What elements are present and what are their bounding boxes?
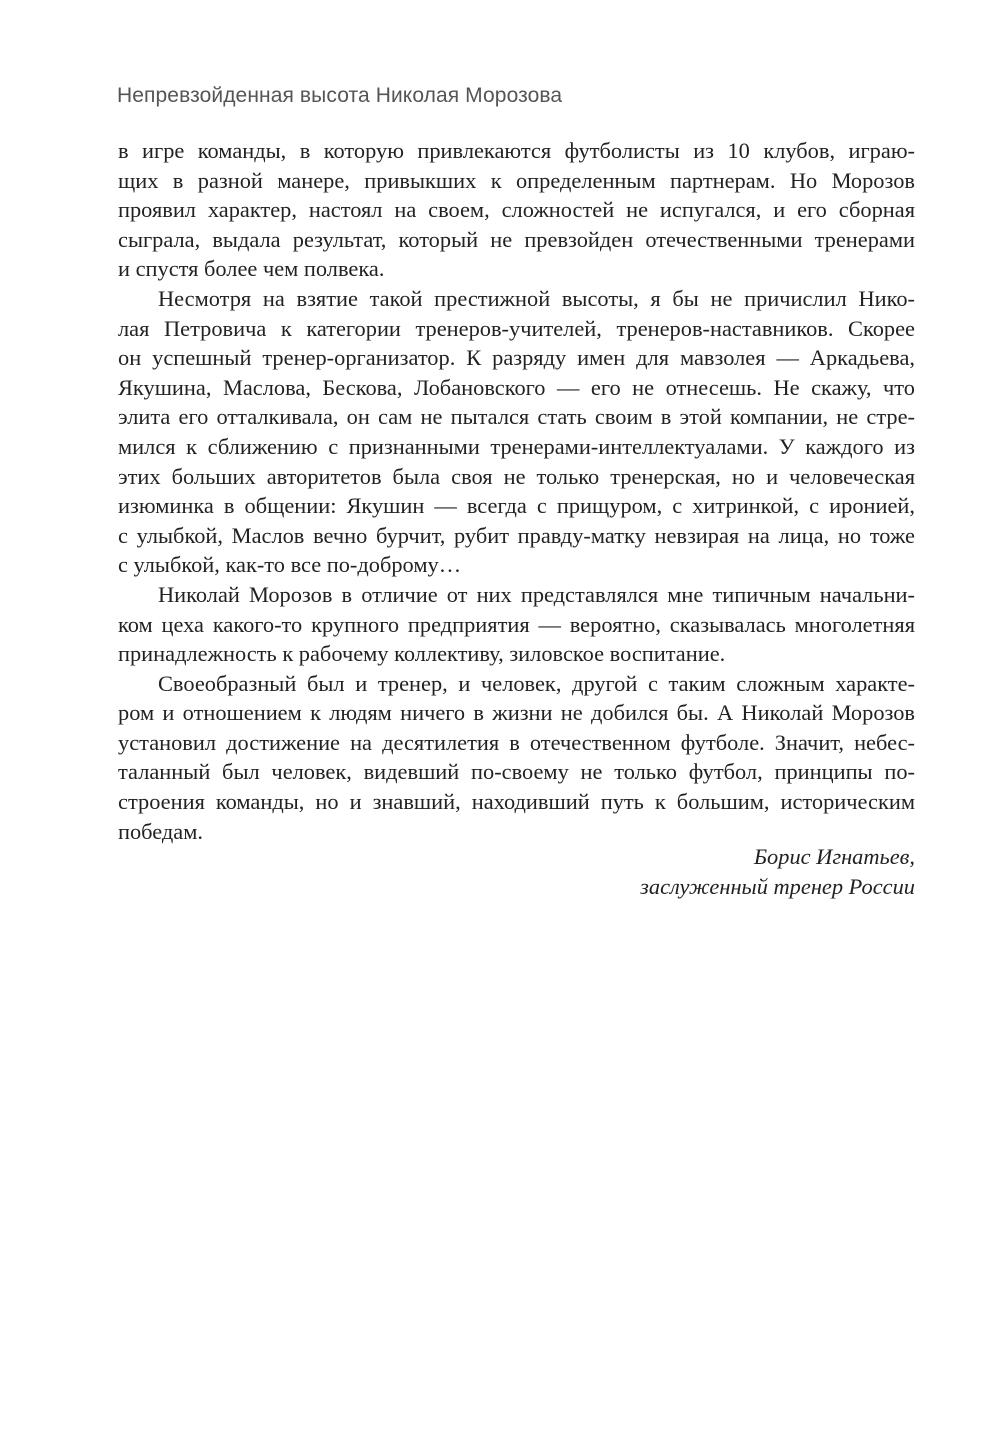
paragraph [118,580,915,669]
text-line: Якушина, Маслова, Бескова, Лобановского — его не отнесешь. Не скажу, что [118,374,915,400]
body-text [118,136,915,846]
text-line: ком цеха какого-то крупного предприятия — вероятно, сказывалась многолетняя [118,611,915,637]
text-line: проявил характер, настоял на своем, сложностей не испугался, и его сборная [118,197,915,223]
text-line: он успешный тренер-организатор. К разряду имен для мавзолея — Аркадьева, [118,345,915,371]
text-line: принадлежность к рабочему коллективу, зиловское воспитание. [118,641,726,667]
text-line: с улыбкой, как-то все по-доброму… [118,552,462,578]
text-line: сыграла, выдала результат, который не превзойден отечественными тренерами [118,226,915,252]
paragraph [118,284,915,580]
text-line: элита его отталкивала, он сам не пытался стать своим в этой компании, не стре- [118,404,915,430]
paragraph [118,136,915,284]
signature [118,842,915,901]
text-line: щих в разной манере, привыкших к определенным партнерам. Но Морозов [118,167,915,193]
running-header: Непревзойденная высота Николая Морозова [117,84,563,107]
text-line: этих больших авторитетов была своя не только тренерская, но и человеческая [118,463,915,489]
text-line: Николай Морозов в отличие от них представлялся мне типичным начальни- [158,581,915,607]
text-line: ром и отношением к людям ничего в жизни не добился бы. А Николай Морозов [118,700,915,726]
text-line: и спустя более чем полвека. [118,256,385,282]
signature-title: заслуженный тренер России [640,873,915,899]
text-line: с улыбкой, Маслов вечно бурчит, рубит правду-матку невзирая на лица, но тоже [118,522,915,548]
text-line: таланный был человек, видевший по-своему не только футбол, принципы по- [118,759,915,785]
text-line: мился к сближению с признанными тренерами-интеллектуалами. У каждого из [118,433,915,459]
text-line: установил достижение на десятилетия в отечественном футболе. Значит, небес- [118,729,915,755]
text-line: Своеобразный был и тренер, и человек, другой с таким сложным характе- [158,670,915,696]
text-line: в игре команды, в которую привлекаются футболисты из 10 клубов, играю- [118,138,915,163]
text-line: победам. [118,818,204,844]
text-line: строения команды, но и знавший, находивший путь к большим, историческим [118,789,915,815]
text-line: лая Петровича к категории тренеров-учителей, тренеров-наставников. Скорее [118,315,915,341]
text-line: изюминка в общении: Якушин — всегда с прищуром, с хитринкой, с иронией, [118,493,915,519]
text-line: Несмотря на взятие такой престижной высоты, я бы не причислил Нико- [158,285,915,311]
signature-name: Борис Игнатьев, [753,844,915,869]
paragraph [118,669,915,847]
